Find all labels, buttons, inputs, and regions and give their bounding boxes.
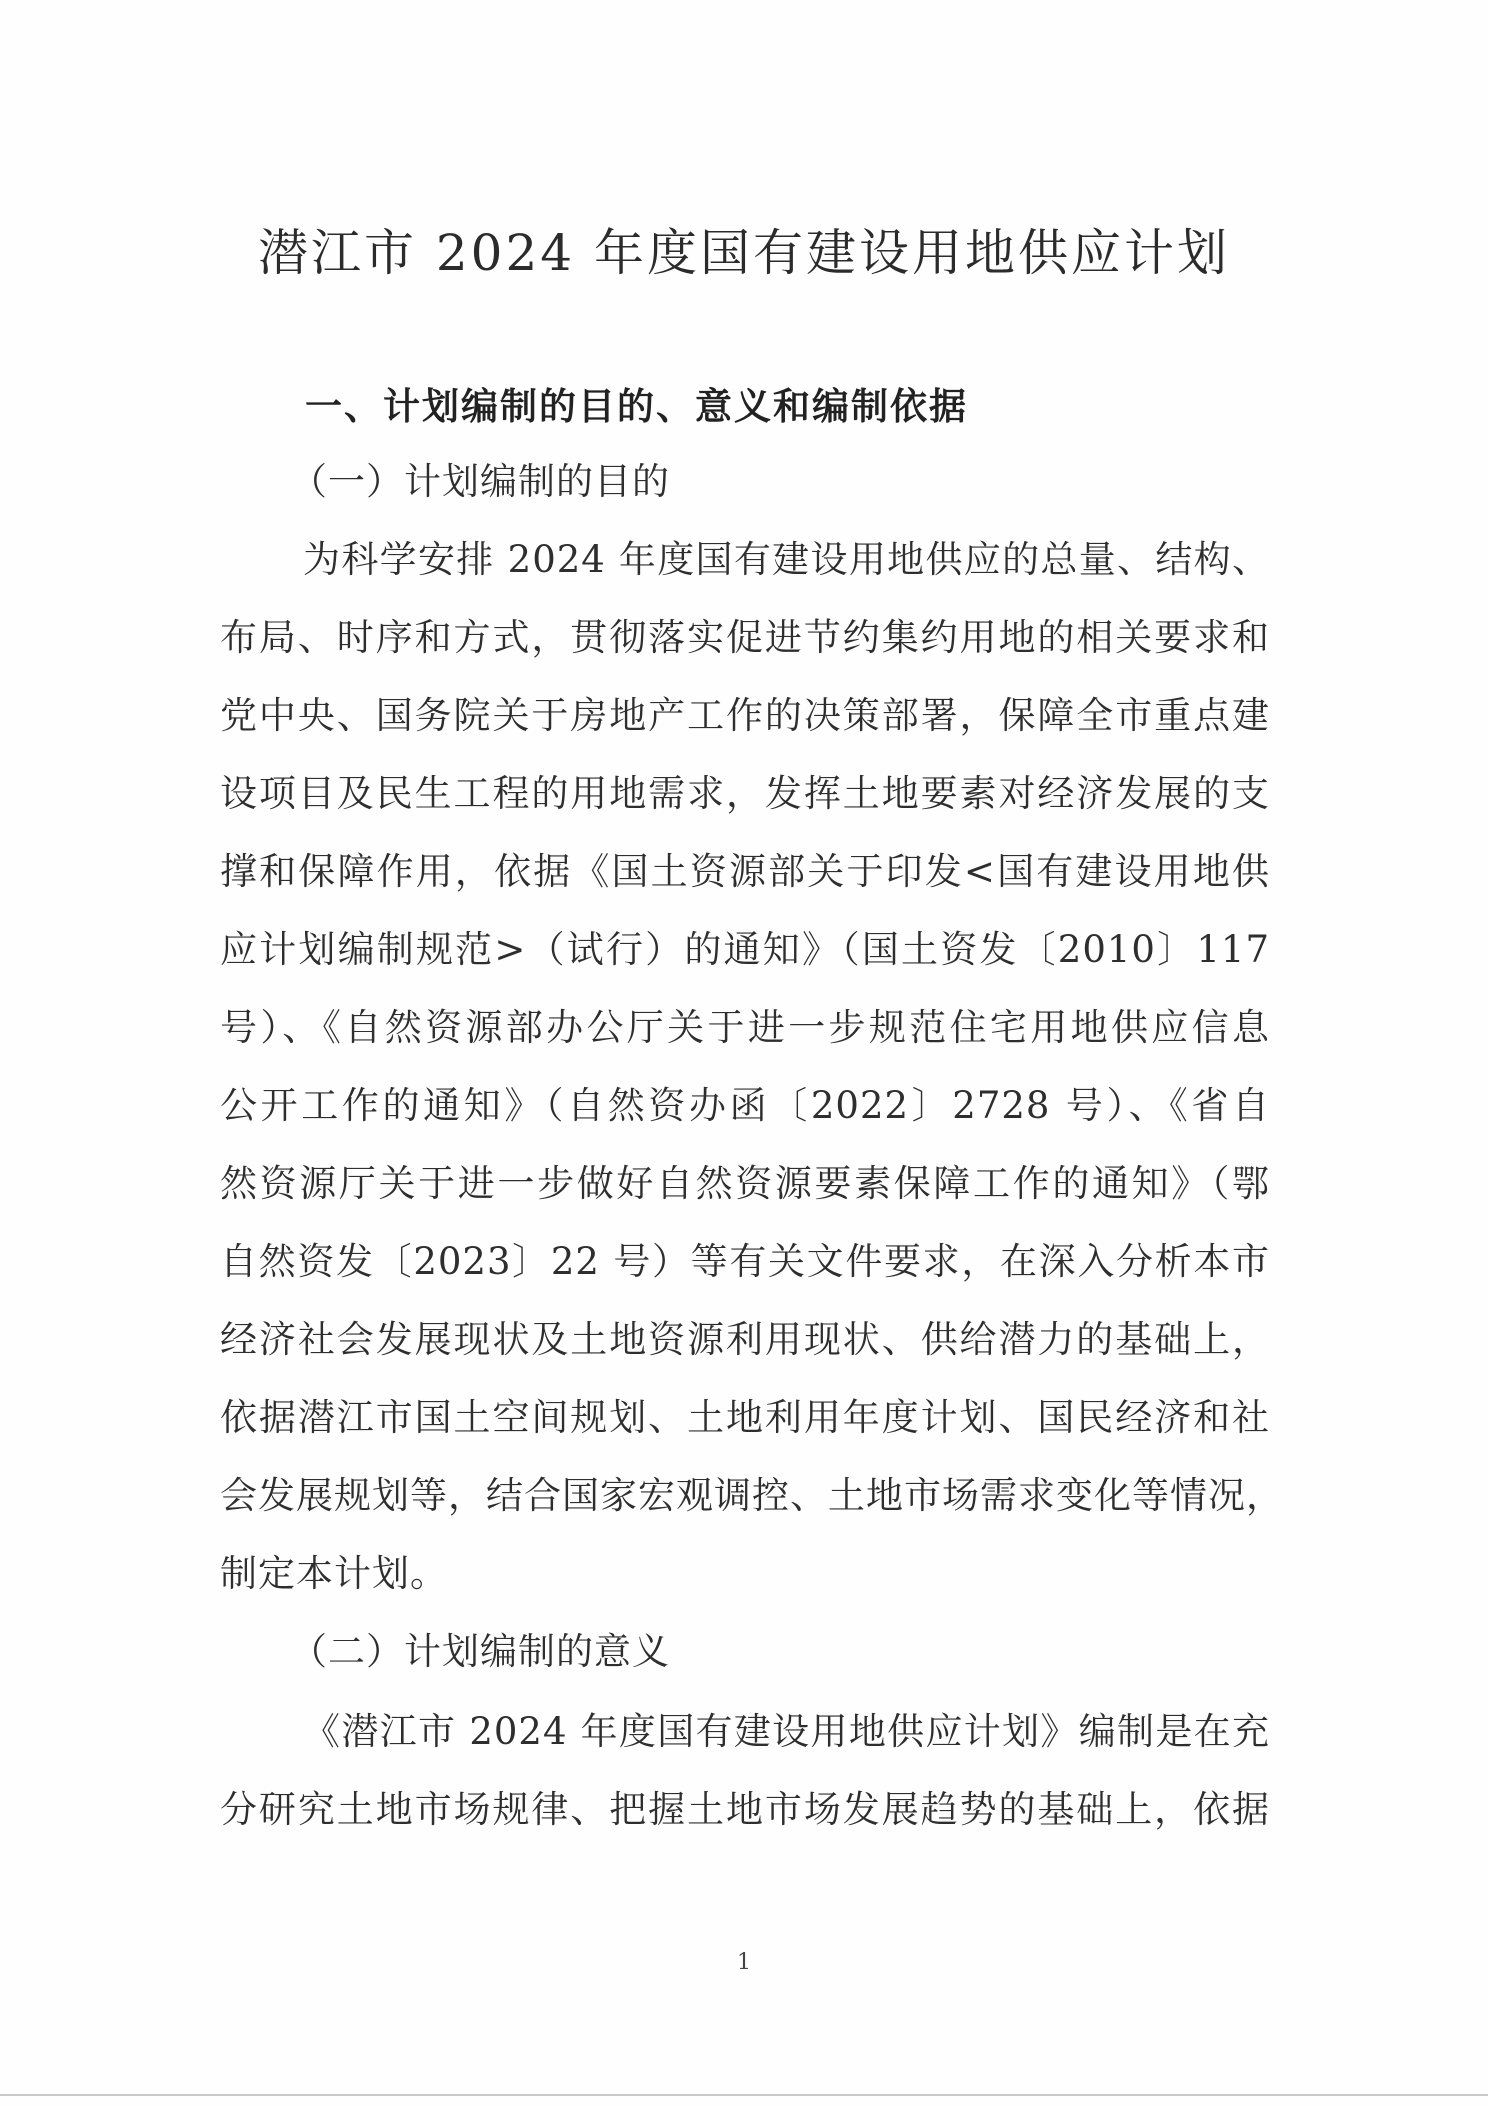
paragraph-line: 设项目及民生工程的用地需求，发挥土地要素对经济发展的支 xyxy=(220,772,1270,815)
paragraph-line: 自然资发〔2023〕22 号）等有关文件要求，在深入分析本市 xyxy=(220,1240,1270,1283)
section-heading-1: 一、计划编制的目的、意义和编制依据 xyxy=(305,385,968,428)
paragraph-line: 然资源厅关于进一步做好自然资源要素保障工作的通知》（鄂 xyxy=(220,1162,1270,1205)
paragraph-line: 公开工作的通知》（自然资办函〔2022〕2728 号）、《省自 xyxy=(220,1084,1270,1127)
paragraph-line: 党中央、国务院关于房地产工作的决策部署，保障全市重点建 xyxy=(220,694,1270,737)
paragraph-line: 依据潜江市国土空间规划、土地利用年度计划、国民经济和社 xyxy=(220,1396,1270,1439)
subsection-heading-significance: （二）计划编制的意义 xyxy=(290,1630,670,1673)
paragraph-line: 制定本计划。 xyxy=(220,1552,448,1595)
paragraph-line: 号）、《自然资源部办公厅关于进一步规范住宅用地供应信息 xyxy=(220,1006,1270,1049)
paragraph-line: 应计划编制规范>（试行）的通知》（国土资发〔2010〕117 xyxy=(220,928,1270,971)
document-title: 潜江市 2024 年度国有建设用地供应计划 xyxy=(257,224,1231,282)
paragraph-line: 会发展规划等，结合国家宏观调控、土地市场需求变化等情况， xyxy=(220,1474,1284,1517)
paragraph-line: 撑和保障作用，依据《国土资源部关于印发<国有建设用地供 xyxy=(220,850,1270,893)
subsection-heading-purpose: （一）计划编制的目的 xyxy=(290,460,670,503)
scan-edge-divider xyxy=(0,2094,1488,2096)
paragraph-line: 为科学安排 2024 年度国有建设用地供应的总量、结构、 xyxy=(303,538,1270,581)
paragraph-line: 经济社会发展现状及土地资源利用现状、供给潜力的基础上， xyxy=(220,1318,1270,1361)
paragraph-line: 布局、时序和方式，贯彻落实促进节约集约用地的相关要求和 xyxy=(220,616,1270,659)
page-number: 1 xyxy=(737,1950,751,1975)
paragraph-line: 分研究土地市场规律、把握土地市场发展趋势的基础上，依据 xyxy=(220,1788,1270,1831)
paragraph-line: 《潜江市 2024 年度国有建设用地供应计划》编制是在充 xyxy=(303,1710,1270,1753)
